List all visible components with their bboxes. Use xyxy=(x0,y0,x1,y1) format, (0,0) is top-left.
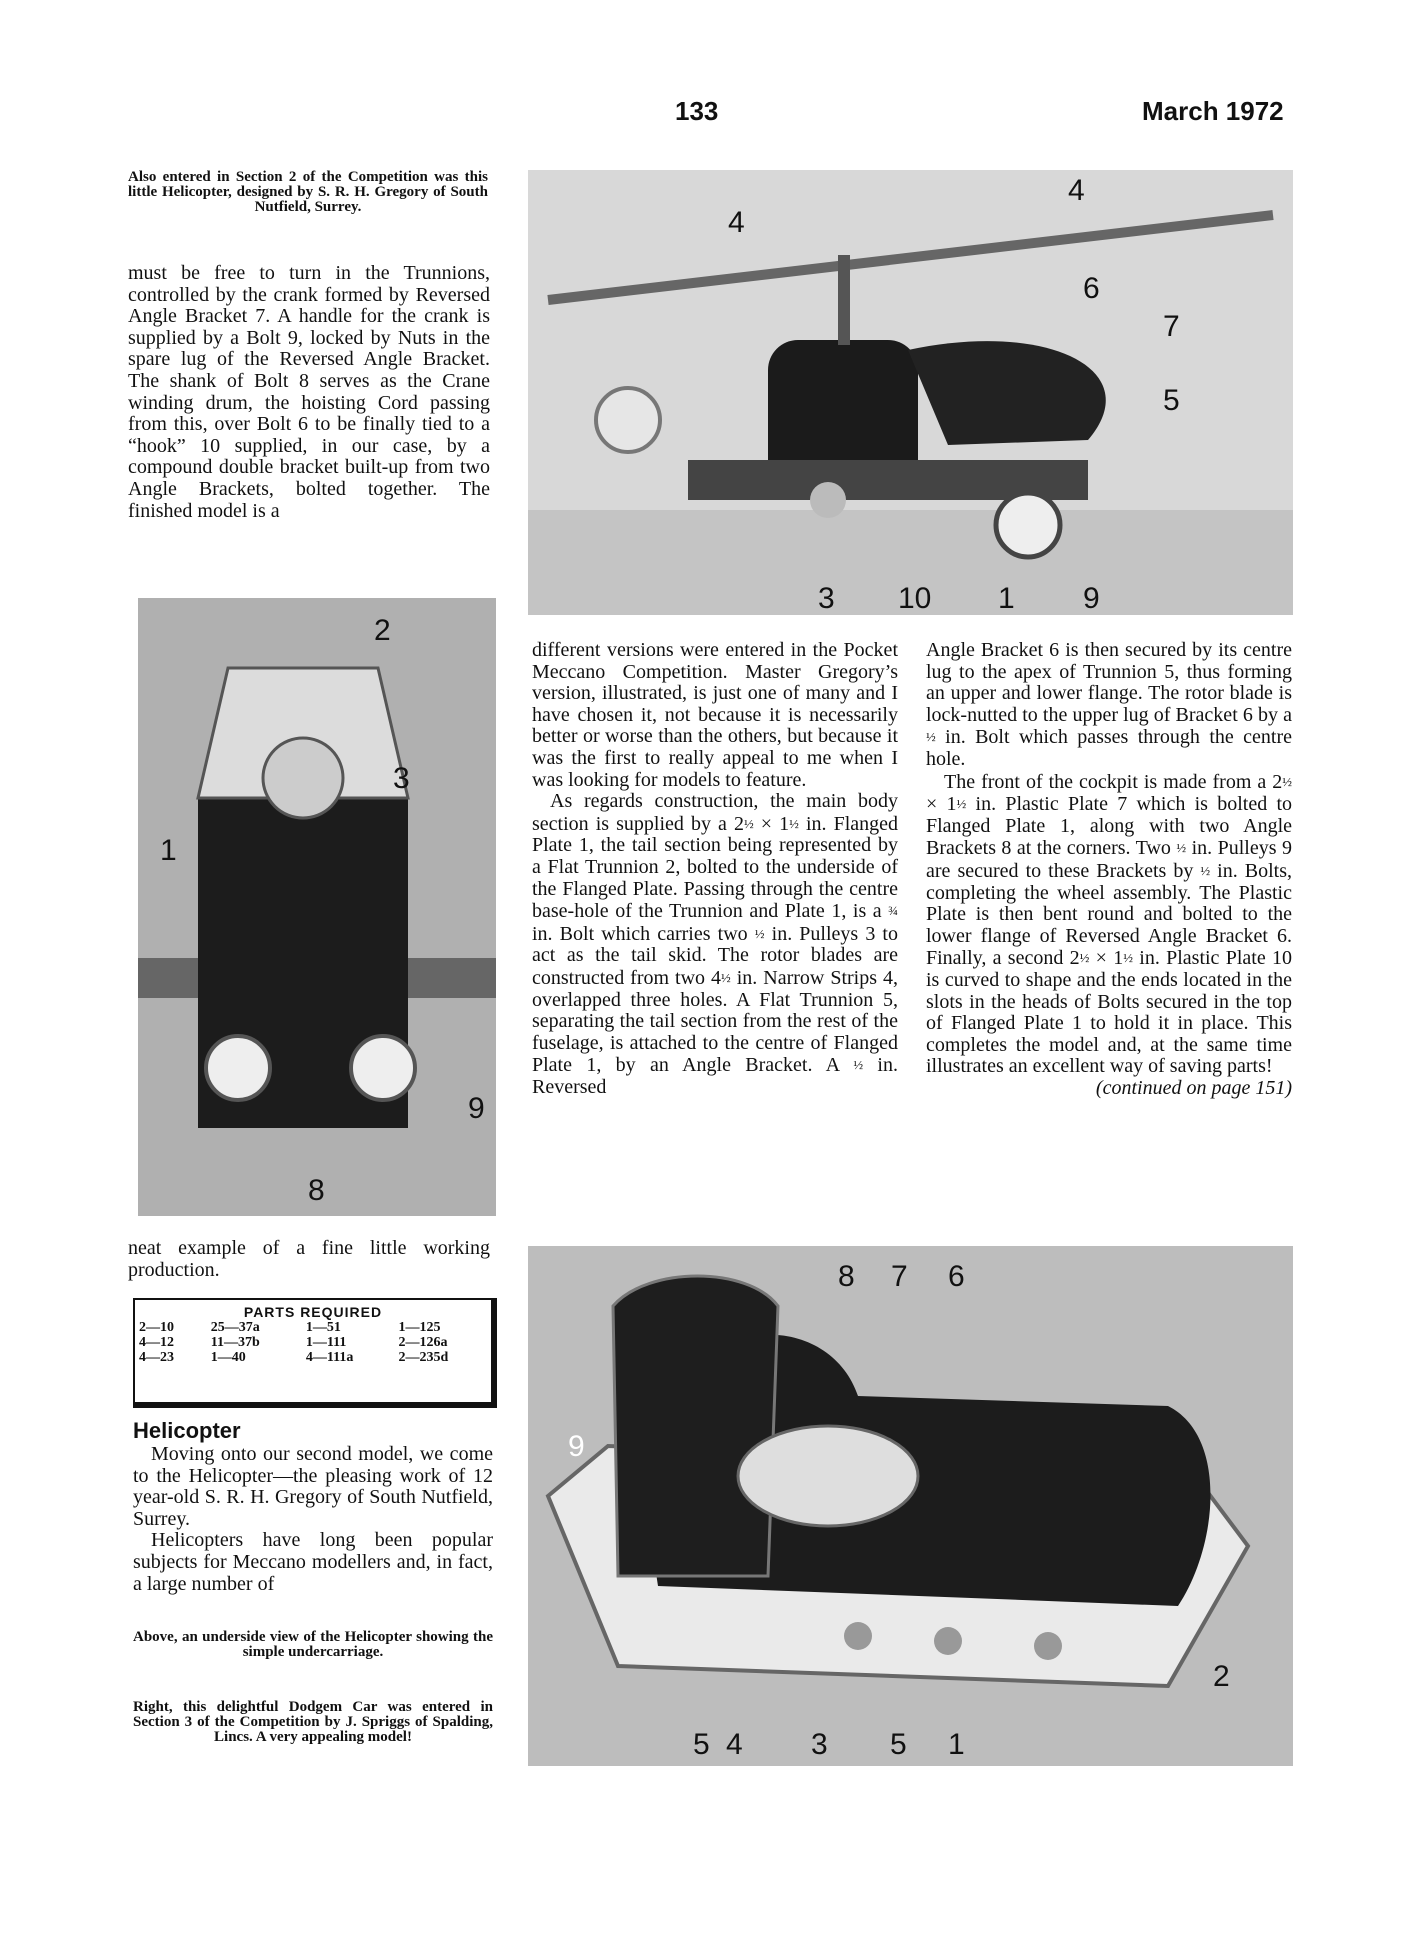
column2-paragraph-2: As regards construction, the main body section is supplied by a 2½ × 1½ in. Flanged Plate 1, the tail section being represented by a Flat Trunnion 2, bolted to the underside of the Flanged Plate. Passing through the centre base-hole of the Trunnion and Plate 1, is a ¾ in. Bolt which carries two ½ in. Pulleys 3 to act as the tail skid. The rotor blades are constructed from two 4½ in. Narrow Strips 4, overlapped three holes. A Flat Trunnion 5, separating the tail section from the rest of the fuselage, is attached to the centre of Flanged Plate 1, by an Angle Bracket. A ½ in. Reversed xyxy=(532,790,899,1098)
issue-date: March 1972 xyxy=(1142,96,1284,126)
parts-cell: 1—125 xyxy=(398,1320,441,1335)
underside-caption: Above, an underside view of the Helicopter showing the simple undercarriage. xyxy=(133,1629,493,1660)
parts-table xyxy=(135,1320,491,1365)
parts-row xyxy=(135,1350,491,1365)
parts-cell: 25—37a xyxy=(210,1320,260,1335)
dodgem-label: 4 xyxy=(726,1728,743,1761)
helicopter-label: 10 xyxy=(898,582,932,615)
column1-text-bottom xyxy=(128,1238,490,1281)
parts-cell: 1—51 xyxy=(305,1320,341,1335)
helicopter-label: 3 xyxy=(818,582,835,615)
dodgem-illustration xyxy=(528,1246,1293,1766)
dodgem-label: 9 xyxy=(568,1430,585,1463)
column2-text xyxy=(532,640,898,1098)
underside-label: 9 xyxy=(468,1092,485,1125)
helicopter-label: 7 xyxy=(1163,310,1180,343)
helicopter-label: 4 xyxy=(728,206,745,239)
column1-closing-paragraph: neat example of a fine little working production. xyxy=(128,1237,490,1281)
underside-label: 1 xyxy=(160,834,177,867)
column3-text xyxy=(926,640,1292,1099)
helicopter-photo xyxy=(528,170,1293,615)
helicopter-paragraph-1: Moving onto our second model, we come to the Helicopter—the pleasing work of 12 year-old S. R. H. Gregory of South Nutfield, Surrey. xyxy=(133,1443,493,1530)
dodgem-label: 5 xyxy=(890,1728,907,1761)
helicopter-label: 6 xyxy=(1083,272,1100,305)
helicopter-intro xyxy=(133,1444,493,1595)
parts-row xyxy=(135,1335,491,1350)
parts-cell: 11—37b xyxy=(210,1335,260,1350)
helicopter-label: 4 xyxy=(1068,174,1085,207)
page-number: 133 xyxy=(675,96,719,126)
parts-cell: 4—111a xyxy=(305,1350,354,1365)
column3-paragraph-2: The front of the cockpit is made from a 2½ × 1½ in. Plastic Plate 7 which is bolted to Flanged Plate 1, along with two Angle Brackets 8 at the corners. Two ½ in. Pulleys 9 are secured to these Brackets by ½ in. Bolts, completing the wheel assembly. The Plastic Plate is then bent round and bolted to the lower flange of Reversed Angle Bracket 6. Finally, a second 2½ × 1½ in. Plastic Plate 10 is curved to shape and the ends located in the slots in the heads of Bolts secured in the top of Flanged Plate 1 to hold it in place. This completes the model and, at the same time illustrates an excellent way of saving parts! xyxy=(926,770,1293,1078)
underside-label: 3 xyxy=(393,762,410,795)
dodgem-label: 1 xyxy=(948,1728,965,1761)
parts-cell: 1—40 xyxy=(210,1350,246,1365)
dodgem-car-photo xyxy=(528,1246,1293,1766)
helicopter-label: 5 xyxy=(1163,384,1180,417)
dodgem-label: 8 xyxy=(838,1260,855,1293)
dodgem-label: 3 xyxy=(811,1728,828,1761)
parts-cell: 4—12 xyxy=(139,1335,174,1350)
continued-note: (continued on page 151) xyxy=(1095,1076,1292,1099)
dodgem-label: 6 xyxy=(948,1260,965,1293)
underside-label: 8 xyxy=(308,1174,325,1207)
parts-cell: 2—235d xyxy=(398,1350,449,1365)
column1-text-top xyxy=(128,263,490,522)
parts-cell: 4—23 xyxy=(139,1350,174,1365)
column2-paragraph-1: different versions were entered in the Pocket Meccano Competition. Master Gregory’s version, illustrated, is just one of many and I have chosen it, not because it is necessarily better or worse than the others, but because it was the first to really appeal to me when I was looking for models to feature. xyxy=(532,639,898,791)
helicopter-label: 9 xyxy=(1083,582,1100,615)
underside-label: 2 xyxy=(374,614,391,647)
dodgem-caption: Right, this delightful Dodgem Car was entered in Section 3 of the Competition by J. Spriggs of Spalding, Lincs. A very appealing model! xyxy=(133,1699,493,1745)
column1-paragraph: must be free to turn in the Trunnions, controlled by the crank formed by Reversed Angle Bracket 7. A handle for the crank is supplied by a Bolt 9, locked by Nuts in the spare lug of the Reversed Angle Bracket. The shank of Bolt 8 serves as the Crane winding drum, the hoisting Cord passing from this, over Bolt 6 to be finally tied to a “hook” 10 supplied, in our case, by a compound double bracket built-up from two Angle Brackets, bolted together. The finished model is a xyxy=(128,262,490,522)
parts-row xyxy=(135,1320,491,1335)
underside-photo xyxy=(138,598,496,1216)
dodgem-label: 5 xyxy=(693,1728,710,1761)
helicopter-heading: Helicopter xyxy=(133,1418,241,1443)
underside-illustration xyxy=(138,598,496,1216)
parts-required-box xyxy=(133,1298,497,1408)
parts-cell: 2—126a xyxy=(398,1335,448,1350)
dodgem-label: 2 xyxy=(1213,1660,1230,1693)
helicopter-photo-caption: Also entered in Section 2 of the Competition was this little Helicopter, designed by S. R. H. Gregory of South Nutfield, Surrey. xyxy=(128,169,488,215)
helicopter-illustration xyxy=(528,170,1293,615)
parts-cell: 2—10 xyxy=(139,1320,174,1335)
helicopter-paragraph-2: Helicopters have long been popular subjects for Meccano modellers and, in fact, a large number of xyxy=(133,1529,493,1595)
dodgem-label: 7 xyxy=(891,1260,908,1293)
parts-cell: 1—111 xyxy=(305,1335,347,1350)
helicopter-label: 1 xyxy=(998,582,1015,615)
parts-title: PARTS REQUIRED xyxy=(243,1304,383,1320)
column3-paragraph-1: Angle Bracket 6 is then secured by its centre lug to the apex of Trunnion 5, thus forming an upper and lower flange. The rotor blade is lock-nutted to the upper lug of Bracket 6 by a ½ in. Bolt which passes through the centre hole. xyxy=(926,639,1292,770)
